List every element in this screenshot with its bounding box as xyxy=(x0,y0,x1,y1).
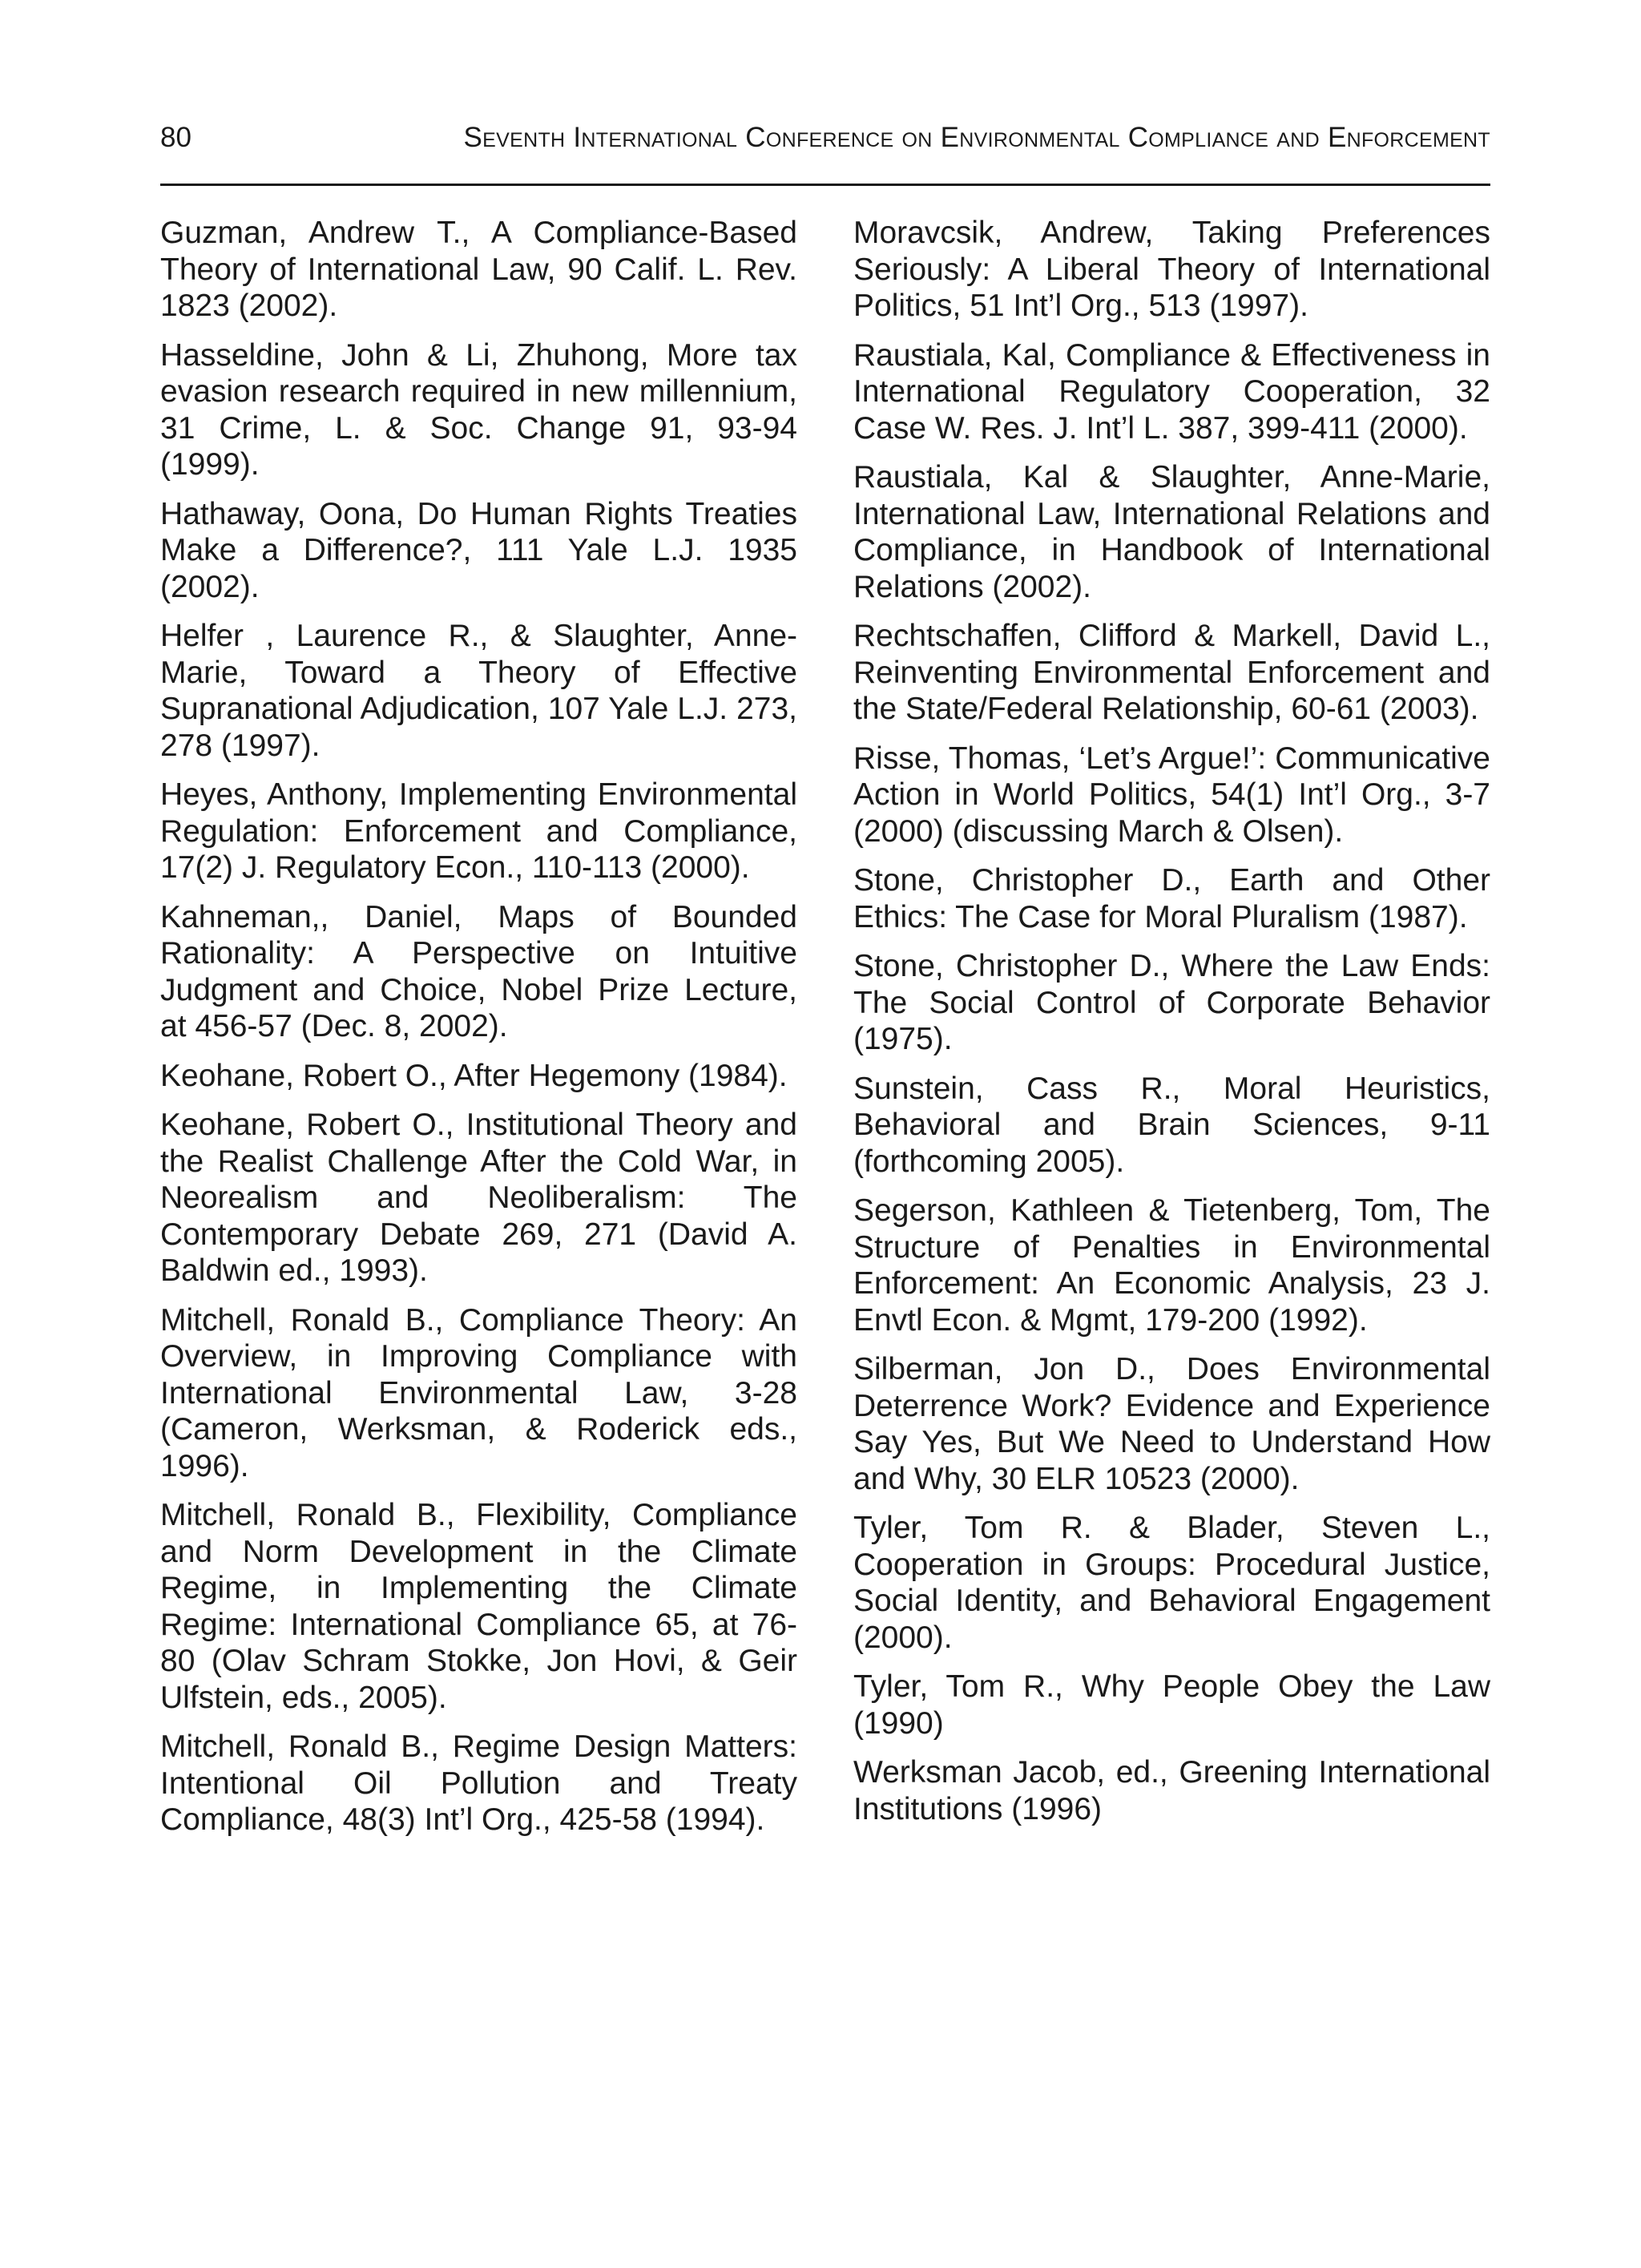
reference-entry: Raustiala, Kal, Compliance & Effectiveness in International Regulatory Cooperation, 32 Case W. Res. J. Int’l L. 387, 399-411 (2000). xyxy=(853,337,1490,446)
page-number: 80 xyxy=(160,122,192,153)
reference-entry: Segerson, Kathleen & Tietenberg, Tom, The Structure of Penalties in Environmental Enforcement: An Economic Analysis, 23 J. Envtl Econ. & Mgmt, 179-200 (1992). xyxy=(853,1193,1490,1338)
reference-entry: Mitchell, Ronald B., Regime Design Matters: Intentional Oil Pollution and Treaty Compliance, 48(3) Int’l Org., 425-58 (1994). xyxy=(160,1729,797,1837)
reference-entry: Silberman, Jon D., Does Environmental Deterrence Work? Evidence and Experience Say Yes, But We Need to Understand How and Why, 30 ELR 10523 (2000). xyxy=(853,1352,1490,1496)
reference-entry: Keohane, Robert O., Institutional Theory and the Realist Challenge After the Cold War, in Neorealism and Neoliberalism: The Contemporary Debate 269, 271 (David A. Baldwin ed., 1993). xyxy=(160,1108,797,1288)
reference-entry: Werksman Jacob, ed., Greening International Institutions (1996) xyxy=(853,1755,1490,1826)
reference-entry: Stone, Christopher D., Earth and Other Ethics: The Case for Moral Pluralism (1987). xyxy=(853,863,1490,934)
reference-entry: Risse, Thomas, ‘Let’s Argue!’: Communicative Action in World Politics, 54(1) Int’l Org., 3-7 (2000) (discussing March & Olsen). xyxy=(853,741,1490,849)
reference-entry: Raustiala, Kal & Slaughter, Anne-Marie, International Law, International Relations and Compliance, in Handbook of International Relations (2002). xyxy=(853,460,1490,604)
references-left-column xyxy=(160,215,797,1851)
reference-entry: Rechtschaffen, Clifford & Markell, David L., Reinventing Environmental Enforcement and the State/Federal Relationship, 60-61 (2003). xyxy=(853,619,1490,726)
running-title: Seventh International Conference on Environmental Compliance and Enforcement xyxy=(463,122,1490,153)
reference-entry: Kahneman,, Daniel, Maps of Bounded Rationality: A Perspective on Intuitive Judgment and Choice, Nobel Prize Lecture, at 456-57 (Dec. 8, 2002). xyxy=(160,899,797,1043)
reference-entry: Hasseldine, John & Li, Zhuhong, More tax evasion research required in new millennium, 31 Crime, L. & Soc. Change 91, 93-94 (1999). xyxy=(160,337,797,482)
reference-entry: Stone, Christopher D., Where the Law Ends: The Social Control of Corporate Behavior (1975). xyxy=(853,949,1490,1056)
reference-entry: Keohane, Robert O., After Hegemony (1984). xyxy=(160,1058,788,1093)
reference-entry: Tyler, Tom R., Why People Obey the Law (1990) xyxy=(853,1669,1490,1741)
reference-entry: Moravcsik, Andrew, Taking Preferences Seriously: A Liberal Theory of International Politics, 51 Int’l Org., 513 (1997). xyxy=(853,216,1490,323)
reference-entry: Helfer , Laurence R., & Slaughter, Anne-Marie, Toward a Theory of Effective Supranational Adjudication, 107 Yale L.J. 273, 278 (1997). xyxy=(160,619,797,763)
reference-entry: Tyler, Tom R. & Blader, Steven L., Cooperation in Groups: Procedural Justice, Social Identity, and Behavioral Engagement (2000). xyxy=(853,1511,1490,1655)
reference-entry: Guzman, Andrew T., A Compliance-Based Theory of International Law, 90 Calif. L. Rev. 1823 (2002). xyxy=(160,216,797,323)
references-right-column xyxy=(853,215,1490,1840)
reference-entry: Hathaway, Oona, Do Human Rights Treaties Make a Difference?, 111 Yale L.J. 1935 (2002). xyxy=(160,496,797,604)
page-header xyxy=(160,119,1490,157)
reference-entry: Sunstein, Cass R., Moral Heuristics, Behavioral and Brain Sciences, 9-11 (forthcoming 2005). xyxy=(853,1071,1490,1179)
reference-entry: Mitchell, Ronald B., Flexibility, Compliance and Norm Development in the Climate Regime, in Implementing the Climate Regime: International Compliance 65, at 76-80 (Olav Schram Stokke, Jon Hovi, & Geir Ulfstein, eds., 2005). xyxy=(160,1498,797,1715)
header-rule xyxy=(160,184,1490,186)
reference-entry: Heyes, Anthony, Implementing Environmental Regulation: Enforcement and Compliance, 17(2) J. Regulatory Econ., 110-113 (2000). xyxy=(160,777,797,885)
reference-entry: Mitchell, Ronald B., Compliance Theory: An Overview, in Improving Compliance with International Environmental Law, 3-28 (Cameron, Werksman, & Roderick eds., 1996). xyxy=(160,1302,797,1483)
